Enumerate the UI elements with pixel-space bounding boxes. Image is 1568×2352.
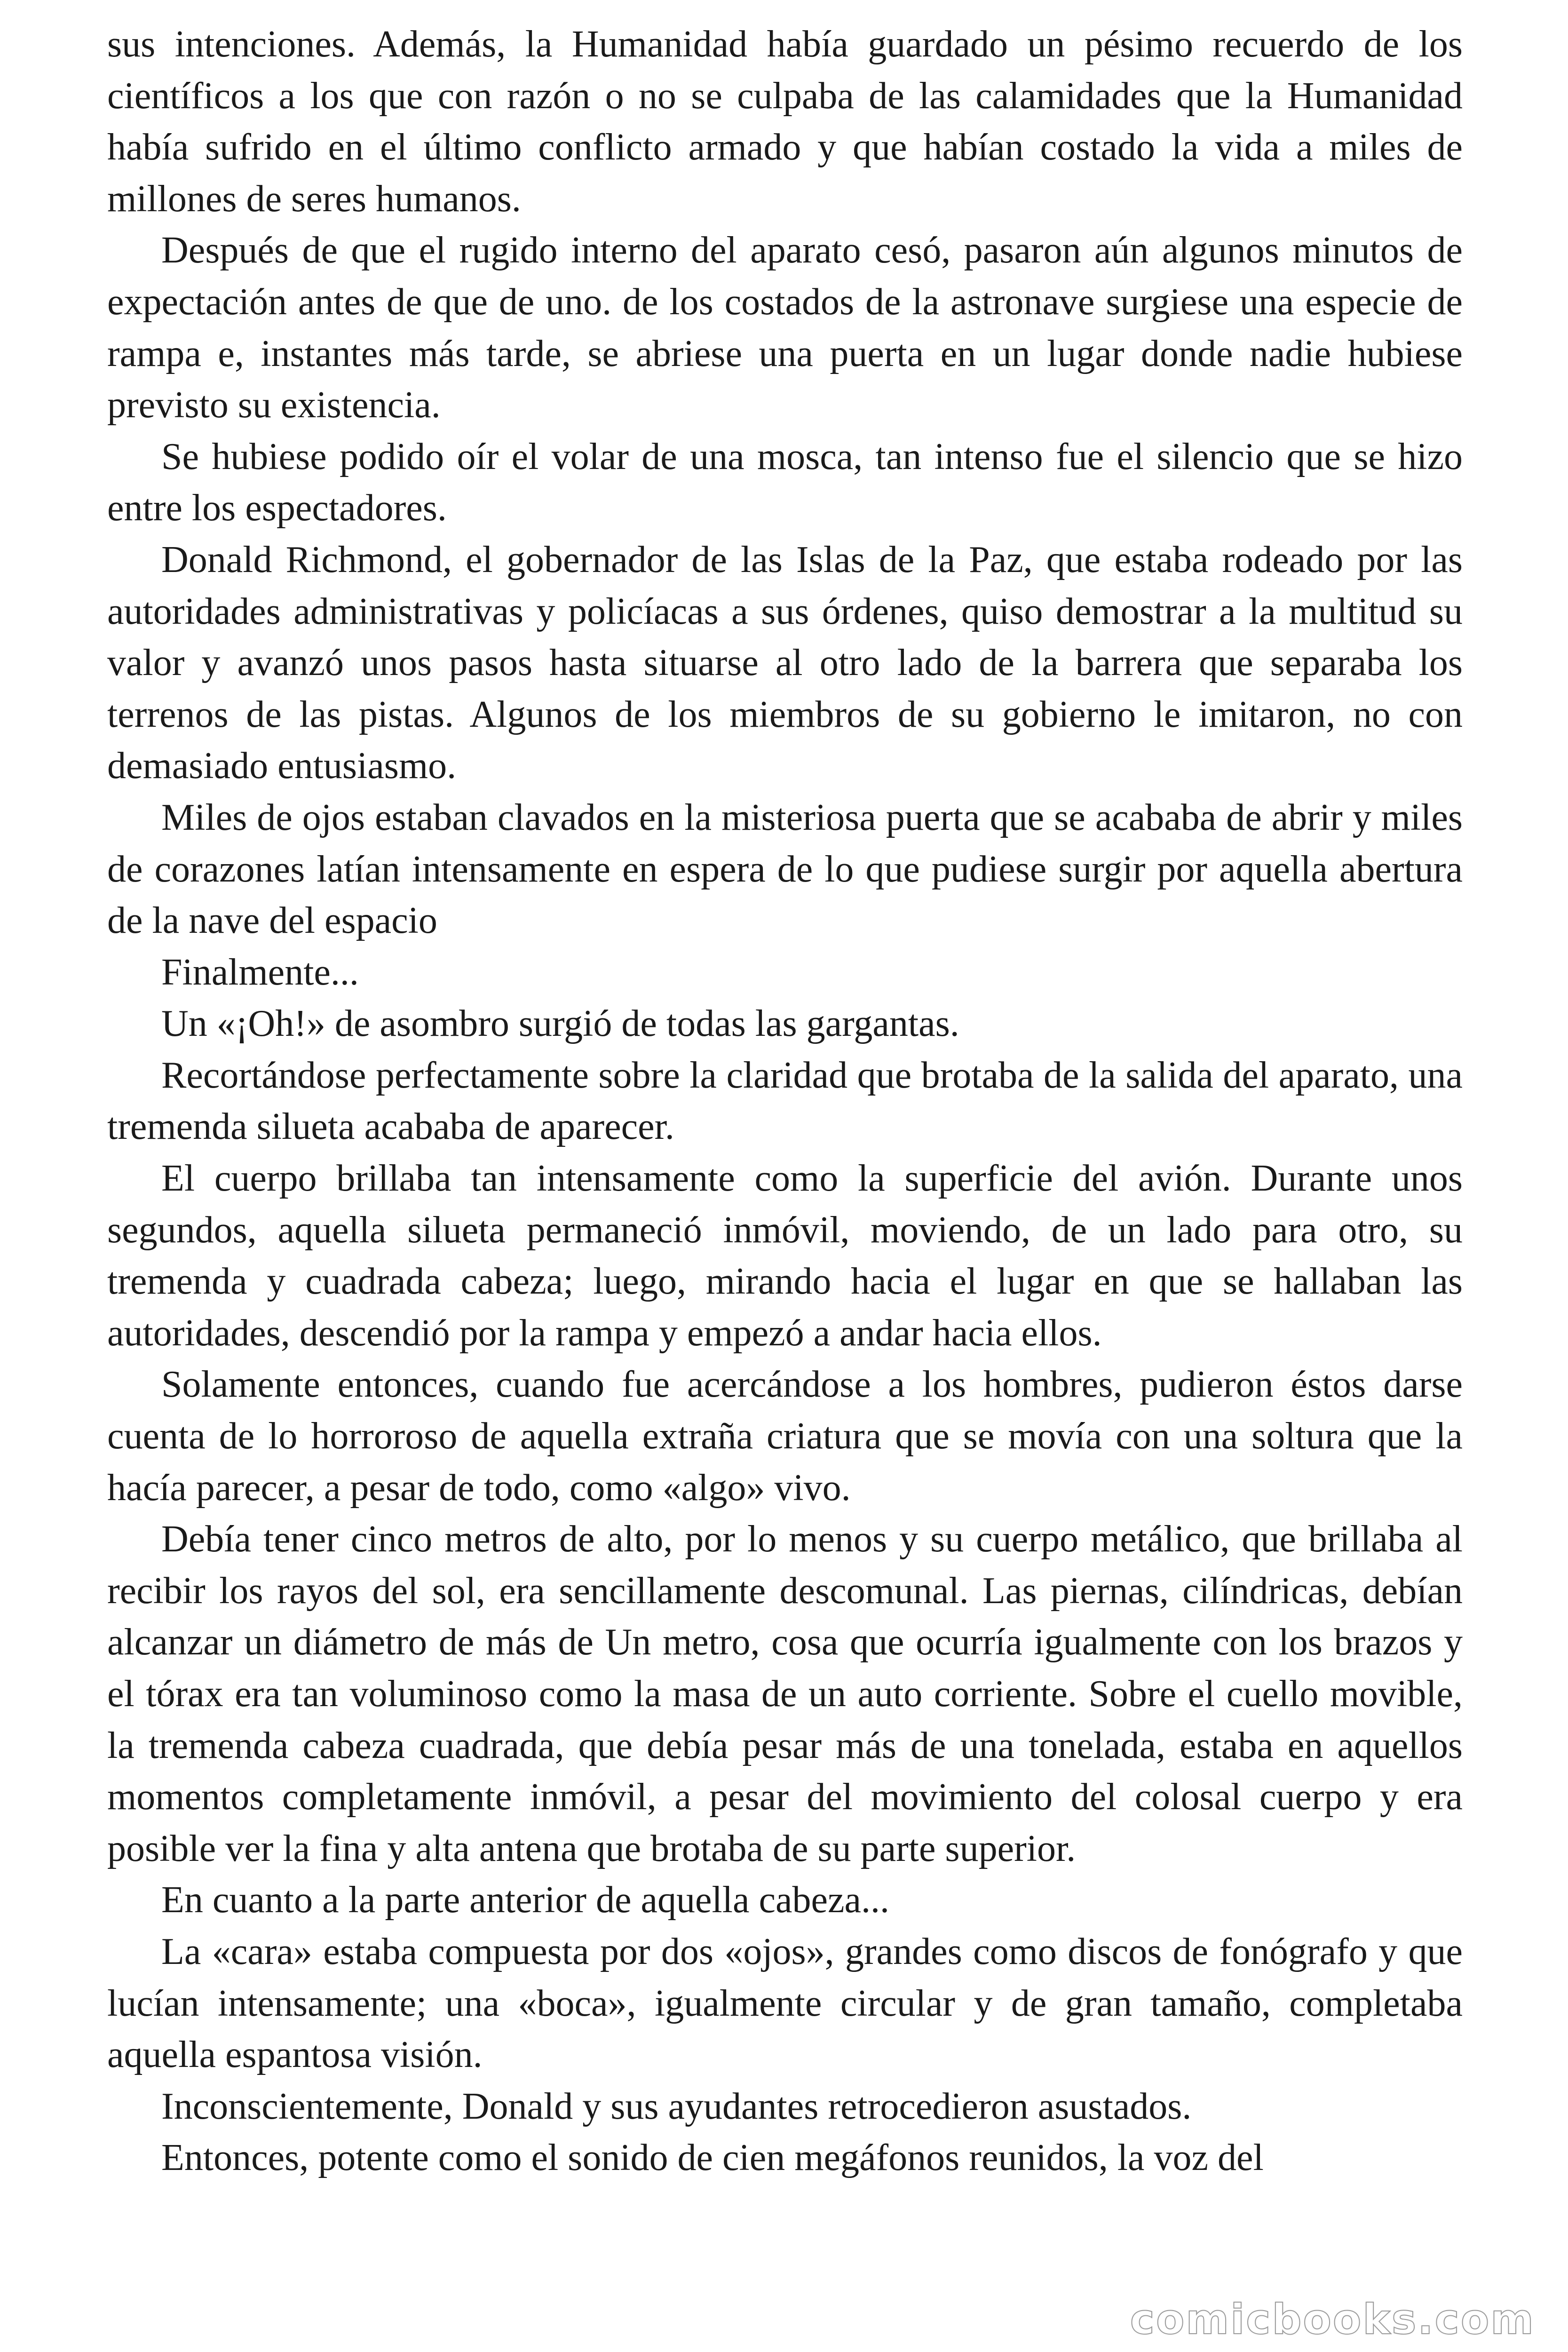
- paragraph-4: Donald Richmond, el gobernador de las Islas de la Paz, que estaba rodeado por las autoridades administrativas y policíacas a sus órdenes, quiso demostrar a la multitud su valor y avanzó unos pasos hasta situarse al otro lado de la barrera que separaba los terrenos de las pistas. Algunos de los miembros de su gobierno le imitaron, no con demasiado entusiasmo.: [107, 539, 1463, 787]
- page-body: [107, 19, 1463, 2184]
- paragraph-8: Recortándose perfectamente sobre la claridad que brotaba de la salida del aparato, una tremenda silueta acababa de aparecer.: [107, 1054, 1463, 1148]
- paragraph-7: Un «¡Oh!» de asombro surgió de todas las gargantas.: [161, 1003, 959, 1045]
- paragraph-3: Se hubiese podido oír el volar de una mosca, tan intenso fue el silencio que se hizo entre los espectadores.: [107, 436, 1463, 529]
- paragraph-9: El cuerpo brillaba tan intensamente como la superficie del avión. Durante unos segundos, aquella silueta permaneció inmóvil, moviendo, de un lado para otro, su tremenda y cuadrada cabeza; luego, mirando hacia el lugar en que se hallaban las autoridades, descendió por la rampa y empezó a andar hacia ellos.: [107, 1158, 1463, 1354]
- paragraph-5: Miles de ojos estaban clavados en la misteriosa puerta que se acababa de abrir y miles de corazones latían intensamente en espera de lo que pudiese surgir por aquella abertura de la nave del espacio: [107, 796, 1463, 942]
- watermark-logo: comicbooks.com: [1130, 2295, 1535, 2344]
- paragraph-1: sus intenciones. Además, la Humanidad había guardado un pésimo recuerdo de los científicos a los que con razón o no se culpaba de las calamidades que la Humanidad había sufrido en el último conflicto armado y que habían costado la vida a miles de millones de seres humanos.: [107, 24, 1463, 220]
- paragraph-12: En cuanto a la parte anterior de aquella cabeza...: [161, 1879, 890, 1921]
- paragraph-10: Solamente entonces, cuando fue acercándose a los hombres, pudieron éstos darse cuenta de lo horroroso de aquella extraña criatura que se movía con una soltura que la hacía parecer, a pesar de todo, como «algo» vivo.: [107, 1364, 1463, 1509]
- paragraph-15: Entonces, potente como el sonido de cien megáfonos reunidos, la voz del: [161, 2137, 1264, 2179]
- paragraph-14: Inconscientemente, Donald y sus ayudantes retrocedieron asustados.: [161, 2085, 1192, 2127]
- paragraph-6: Finalmente...: [161, 951, 359, 993]
- paragraph-2: Después de que el rugido interno del aparato cesó, pasaron aún algunos minutos de expectación antes de que de uno. de los costados de la astronave surgiese una especie de rampa e, instantes más tarde, se abriese una puerta en un lugar donde nadie hubiese previsto su existencia.: [107, 230, 1463, 426]
- paragraph-13: La «cara» estaba compuesta por dos «ojos», grandes como discos de fonógrafo y que lucían intensamente; una «boca», igualmente circular y de gran tamaño, completaba aquella espantosa visión.: [107, 1931, 1463, 2076]
- paragraph-11: Debía tener cinco metros de alto, por lo menos y su cuerpo metálico, que brillaba al recibir los rayos del sol, era sencillamente descomunal. Las piernas, cilíndricas, debían alcanzar un diámetro de más de Un metro, cosa que ocurría igualmente con los brazos y el tórax era tan voluminoso como la masa de un auto corriente. Sobre el cuello movible, la tremenda cabeza cuadrada, que debía pesar más de una tonelada, estaba en aquellos momentos completamente inmóvil, a pesar del movimiento del colosal cuerpo y era posible ver la fina y alta antena que brotaba de su parte superior.: [107, 1518, 1463, 1869]
